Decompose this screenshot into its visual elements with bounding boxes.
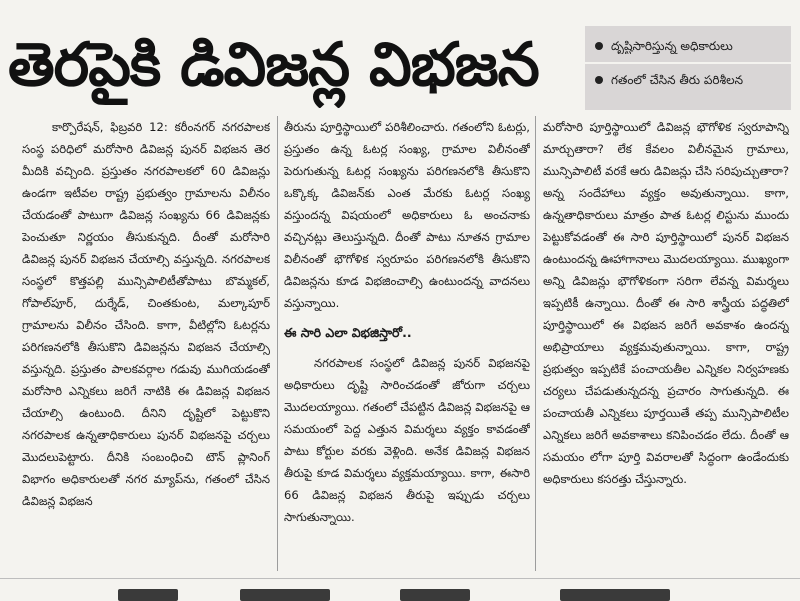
teaser-item bbox=[595, 38, 785, 54]
article-column-3 bbox=[543, 116, 789, 572]
column-text: మరోసారి పూర్తిస్థాయిలో డివిజన్ల భౌగోళిక స్వరూపాన్ని మార్చుతారా? లేక కేవలం విలీనమైన గ్రామాలు, మున్సిపాలిటీ వరకే ఆరు డివిజన్లు చేసి సరిపుచ్చుతారా? అన్న సందేహాలు వ్యక్తం అవుతున్నాయి. కాగా, ఉన్నతాధికారులు మాత్రం పాత ఓటర్ల లిస్టును ముందు పెట్టుకోవడంతో ఈ సారి పూర్తిస్థాయిలో పునర్ విభజన ఉంటుందన్న ఊహాగానాలు మొదలయ్యాయి. ముఖ్యంగా అన్ని డివిజన్లు భౌగోళికంగా సరిగా లేవన్న విమర్శలు ఇప్పటికీ ఉన్నాయి. దీంతో ఈ సారి శాస్త్రీయ పద్ధతిలో పూర్తిస్థాయిలో ఈ విభజన జరిగే అవకాశం ఉందన్న అభిప్రాయాలు వ్యక్తమవుతున్నాయి. కాగా, రాష్ట్ర ప్రభుత్వం ఇప్పటికే పంచాయతీల ఎన్నికల నిర్వహణకు చర్యలు చేపడుతున్నదన్న ప్రచారం సాగుతున్నది. ఈ పంచాయతీ ఎన్నికలు పూర్తయితే తప్ప మున్సిపాలిటీల ఎన్నికలు జరిగే అవకాశాలు కనిపించడం లేదు. దీంతో ఆ సమయం లోగా పూర్తి వివరాలతో సిద్ధంగా ఉండేందుకు అధికారులు కసరత్తు చేస్తున్నారు. bbox=[543, 120, 789, 486]
teaser-text: గతంలో చేసిన తీరు పరిశీలన bbox=[611, 73, 744, 87]
subheading: ఈ సారి ఎలా విభజిస్తారో.. bbox=[284, 325, 412, 340]
article-column-2 bbox=[284, 116, 530, 572]
column-divider bbox=[535, 116, 536, 571]
column-text: తీరును పూర్తిస్థాయిలో పరిశీలించారు. గతంలోని ఓటర్లు, ప్రస్తుతం ఉన్న ఓటర్ల సంఖ్య, గ్రామాల విలీనంతో పెరుగుతున్న ఓటర్ల సంఖ్యను పరిగణనలోకి తీసుకొని ఒక్కొక్క డివిజన్‌కు ఎంత మేరకు ఓటర్ల సంఖ్య వస్తుందన్న విషయంలో అధికారులు ఓ అంచనాకు వచ్చినట్లు తెలుస్తున్నది. దీంతో పాటు నూతన గ్రామాల విలీనంతో భౌగోళిక స్వరూపం పరిగణనలోకి తీసుకొని డివిజన్లను కూడ విభజించాల్సి ఉంటుందన్న వాదనలు వస్తున్నాయి. bbox=[284, 120, 530, 310]
bullet-icon bbox=[595, 76, 603, 84]
teaser-text: దృష్టిసారిస్తున్న అధికారులు bbox=[611, 39, 733, 53]
bullet-icon bbox=[595, 42, 603, 50]
teaser-item bbox=[595, 72, 785, 88]
column-divider bbox=[277, 116, 278, 571]
column-text: నగరపాలక సంస్థలో డివిజన్ల పునర్ విభజనపై అధికారులు దృష్టి సారించడంతో జోరుగా చర్చలు మొదలయ్యాయి. గతంలో చేపట్టిన డివిజన్ల విభజనపై ఆ సమయంలో పెద్ద ఎత్తున విమర్శలు వ్యక్తం కావడంతో పాటు కోర్టుల వరకు వెళ్లింది. అనేక డివిజన్ల విభజన తీరుపై కూడ విమర్శలు వ్యక్తమయ్యాయి. కాగా, ఈసారి 66 డివిజన్ల విభజన తీరుపై ఇప్పుడు చర్చలు సాగుతున్నాయి. bbox=[284, 356, 530, 524]
teaser-divider bbox=[585, 62, 791, 64]
column-text: కార్పొరేషన్, ఫిబ్రవరి 12: కరీంనగర్ నగరపాలక సంస్థ పరిధిలో మరోసారి డివిజన్ల పునర్ విభజన తెర మీదికి వచ్చింది. ప్రస్తుతం నగరపాలకలో 60 డివిజన్లు ఉండగా ఇటీవల రాష్ట్ర ప్రభుత్వం గ్రామాలను విలీనం చేయడంతో పాటుగా డివిజన్ల సంఖ్యను 66 డివిజన్లకు పెంచుతూ నిర్ణయం తీసుకున్నది. దీంతో మరోసారి డివిజన్ల పునర్ విభజన చేయాల్సి వస్తున్నది. నగరపాలక సంస్థలో కొత్తపల్లి మున్సిపాలిటీతోపాటు బొమ్మకల్, గోపాల్‌పూర్, దుర్శేడ్, చింతకుంట, మల్కాపూర్ గ్రామాలను విలీనం చేసింది. కాగా, వీటిల్లోని ఓటర్లను పరిగణనలోకి తీసుకొని డివిజన్లను విభజన చేయాల్సి వస్తున్నది. ప్రస్తుతం పాలకవర్గాల గడువు ముగియడంతో మరోసారి ఎన్నికలు జరిగే నాటికి ఈ డివిజన్ల విభజన చేయాల్సి ఉంటుంది. దీనిని దృష్టిలో పెట్టుకొని నగరపాలక ఉన్నతాధికారులు పునర్ విభజనపై చర్చలు మొదలుపెట్టారు. దీనికి సంబంధించి టౌన్ ప్లానింగ్ విభాగం అధికారులతో నగర మ్యాప్‌ను, గతంలో చేసిన డివిజన్ల విభజన bbox=[22, 120, 270, 508]
cropped-next-headline bbox=[0, 585, 800, 601]
article-column-1 bbox=[22, 116, 270, 572]
teaser-box bbox=[585, 26, 791, 110]
headline: తెరపైకి డివిజన్ల విభజన bbox=[8, 30, 539, 100]
bottom-divider bbox=[0, 578, 800, 579]
